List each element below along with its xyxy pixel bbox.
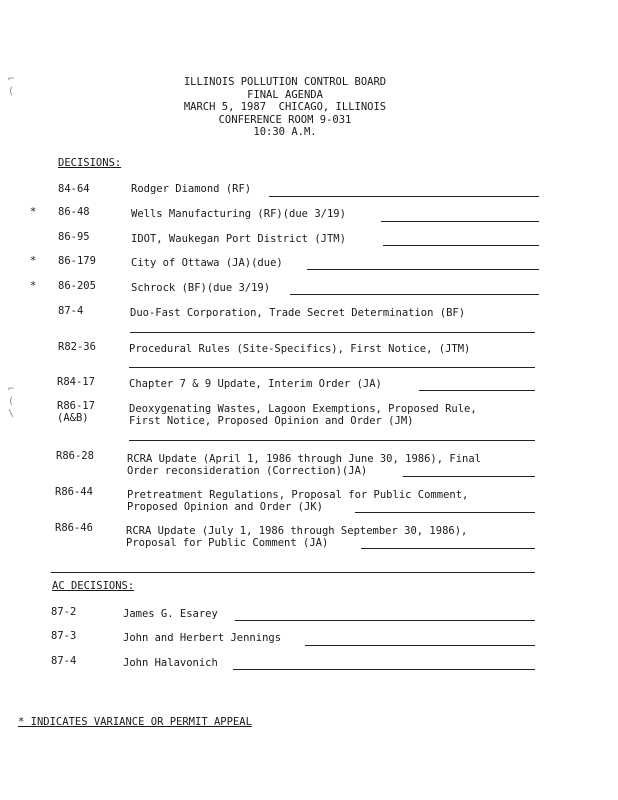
scan-artifact-middle: ⌐ ( \ [8,384,15,419]
ac-decision-number: 87-4 [51,655,77,667]
decision-blank-line [307,269,539,270]
header-time: 10:30 A.M. [253,126,317,138]
ac-decision-blank-line [233,669,535,670]
variance-star: * [30,280,37,292]
decision-title-line-1: Deoxygenating Wastes, Lagoon Exemptions, Proposed Rule, [129,403,477,415]
decision-number: 86-95 [58,231,90,243]
header-date-location: MARCH 5, 1987 CHICAGO, ILLINOIS [183,101,387,113]
ac-decision-number: 87-3 [51,630,77,642]
decision-title-line-1: RCRA Update (July 1, 1986 through September 30, 1986), [126,525,468,537]
decision-number: 86-205 [58,280,96,292]
decision-number: R86-17 (A&B) [57,400,95,424]
decision-title: Duo-Fast Corporation, Trade Secret Determination (BF) [130,307,466,319]
decision-title-line-2: Proposal for Public Comment (JA) [126,537,329,549]
decision-blank-line [355,512,535,513]
decision-number: R84-17 [57,376,95,388]
decision-blank-line [129,440,535,441]
scan-artifact-top: ⌐ ( [8,74,15,97]
decision-number: 86-48 [58,206,90,218]
decision-blank-line [51,572,535,573]
decisions-heading: DECISIONS: [58,157,122,169]
decision-blank-line [290,294,539,295]
decision-number: R86-44 [55,486,93,498]
decision-number: R82-36 [58,341,96,353]
decision-title: Rodger Diamond (RF) [131,183,252,195]
decision-number: R86-28 [56,450,94,462]
decision-title: Schrock (BF)(due 3/19) [131,282,271,294]
decision-title: Wells Manufacturing (RF)(due 3/19) [131,208,346,220]
agenda-header [0,76,570,139]
ac-decision-name: John and Herbert Jennings [123,632,282,644]
ac-decisions-heading: AC DECISIONS: [52,580,135,592]
decision-title: IDOT, Waukegan Port District (JTM) [131,233,346,245]
decision-title-line-2: First Notice, Proposed Opinion and Order (JM) [129,415,414,427]
decision-title-line-2: Proposed Opinion and Order (JK) [127,501,323,513]
ac-decision-number: 87-2 [51,606,77,618]
decision-blank-line [130,332,535,333]
decision-number: 87-4 [58,305,84,317]
decision-number: R86-46 [55,522,93,534]
decision-blank-line [419,390,535,391]
decision-number: 84-64 [58,183,90,195]
decision-title: City of Ottawa (JA)(due) [131,257,283,269]
decision-title: Chapter 7 & 9 Update, Interim Order (JA) [129,378,382,390]
footnote-variance-permit-appeal: * INDICATES VARIANCE OR PERMIT APPEAL [18,716,252,728]
decision-title-line-1: Pretreatment Regulations, Proposal for Public Comment, [127,489,469,501]
ac-decision-blank-line [235,620,535,621]
decision-blank-line [383,245,539,246]
decision-blank-line [269,196,539,197]
decision-blank-line [381,221,539,222]
decision-blank-line [361,548,535,549]
ac-decision-blank-line [305,645,535,646]
header-agenda-title: FINAL AGENDA [247,88,323,101]
decision-blank-line [129,367,535,368]
decision-blank-line [403,476,535,477]
ac-decision-name: James G. Esarey [123,608,218,620]
variance-star: * [30,206,37,218]
decision-number: 86-179 [58,255,96,267]
decision-title-line-2: Order reconsideration (Correction)(JA) [127,465,368,477]
ac-decision-name: John Halavonich [123,657,218,669]
variance-star: * [30,255,37,267]
decision-title-line-1: RCRA Update (April 1, 1986 through June 30, 1986), Final [127,453,482,465]
decision-title: Procedural Rules (Site-Specifics), First Notice, (JTM) [129,343,471,355]
header-board-name: ILLINOIS POLLUTION CONTROL BOARD [183,76,387,88]
header-room: CONFERENCE ROOM 9-031 [218,113,352,126]
